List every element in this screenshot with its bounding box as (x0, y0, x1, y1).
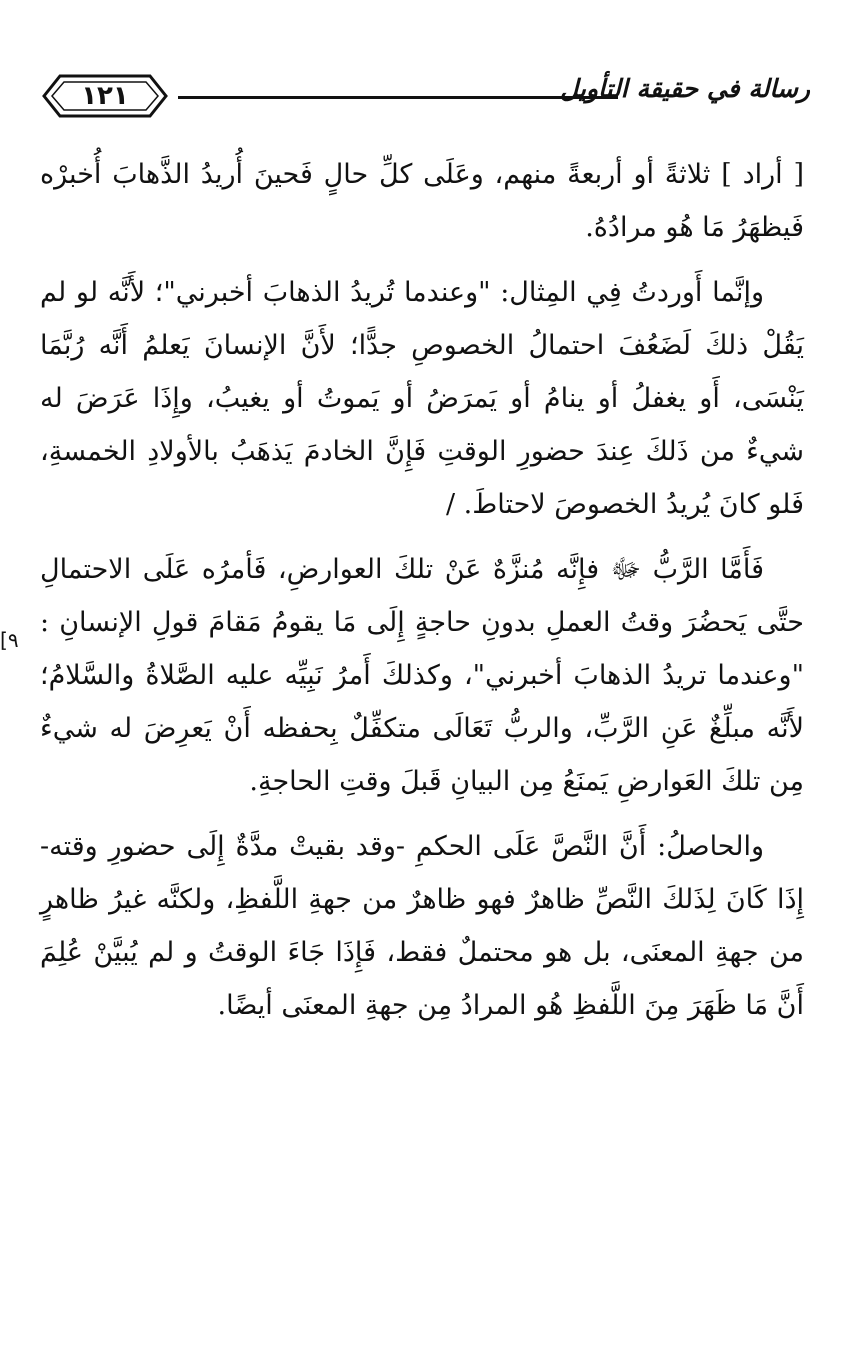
page-number: ١٢١ (81, 81, 129, 111)
main-text (40, 148, 804, 1044)
running-title: رسالة في حقيقة التأويل (560, 74, 810, 103)
paragraph-2: وإنَّما أَوردتُ فِي المِثال: "وعندما تُريدُ الذهابَ أخبرني"؛ لأَنَّه لو لم يَقُلْ ذلكَ لَضَعُفَ احتمالُ الخصوصِ جدًّا؛ لأَنَّ الإنسانَ يَعلمُ أَنَّه رُبَّمَا يَنْسَى، أَو يغفلُ أو ينامُ أو يَمرَضُ أو يَموتُ أو يغيبُ، وإِذَا عَرَضَ له شيءٌ من ذَلكَ عِندَ حضورِ الوقتِ فَإِنَّ الخادمَ يَذهَبُ بالأولادِ الخمسةِ، فَلو كانَ يُريدُ الخصوصَ لاحتاطَ. / (40, 277, 804, 520)
paragraph-4: والحاصلُ: أَنَّ النَّصَّ عَلَى الحكمِ -وقد بقيتْ مدَّةٌ إِلَى حضورِ وقته- إِذَا كَانَ لِذَلكَ النَّصِّ ظاهرٌ فهو ظاهرٌ من جهةِ اللَّفظِ، ولكنَّه غيرُ ظاهرٍ من جهةِ المعنَى، بل هو محتملٌ فقط، فَإِذَا جَاءَ الوقتُ و لم يُبيَّنْ عُلِمَ أَنَّ مَا ظَهَرَ مِنَ اللَّفظِ هُو المرادُ مِن جهةِ المعنَى أيضًا. (40, 831, 804, 1021)
page-header (40, 68, 810, 124)
paragraph-3: فَأَمَّا الرَّبُّ ﷻ فإِنَّه مُنزَّهٌ عَنْ تلكَ العوارضِ، فَأمرُه عَلَى الاحتمالِ حتَّى يَحضُرَ وقتُ العملِ بدونِ حاجةٍ إِلَى مَا يقومُ مَقامَ قولِ الإنسانِ : "وعندما تريدُ الذهابَ أخبرني"، وكذلكَ أَمرُ نَبِيِّه عليه الصَّلاةُ والسَّلامُ؛ لأَنَّه مبلِّغٌ عَنِ الرَّبِّ، والربُّ تَعَالَى متكفِّلٌ بِحفظه أَنْ يَعرِضَ له شيءٌ مِن تلكَ العَوارضِ يَمنَعُ مِن البيانِ قَبلَ وقتِ الحاجةِ. (40, 554, 804, 797)
margin-folio-note: [٩ (0, 628, 19, 652)
page-number-frame (40, 68, 170, 124)
paragraph-1: [ أراد ] ثلاثةً أو أربعةً منهم، وعَلَى كلِّ حالٍ فَحينَ أُريدُ الذَّهابَ أُخبرْه فَيظهَرُ مَا هُو مرادُهُ. (40, 159, 804, 243)
header-rule (178, 96, 618, 99)
